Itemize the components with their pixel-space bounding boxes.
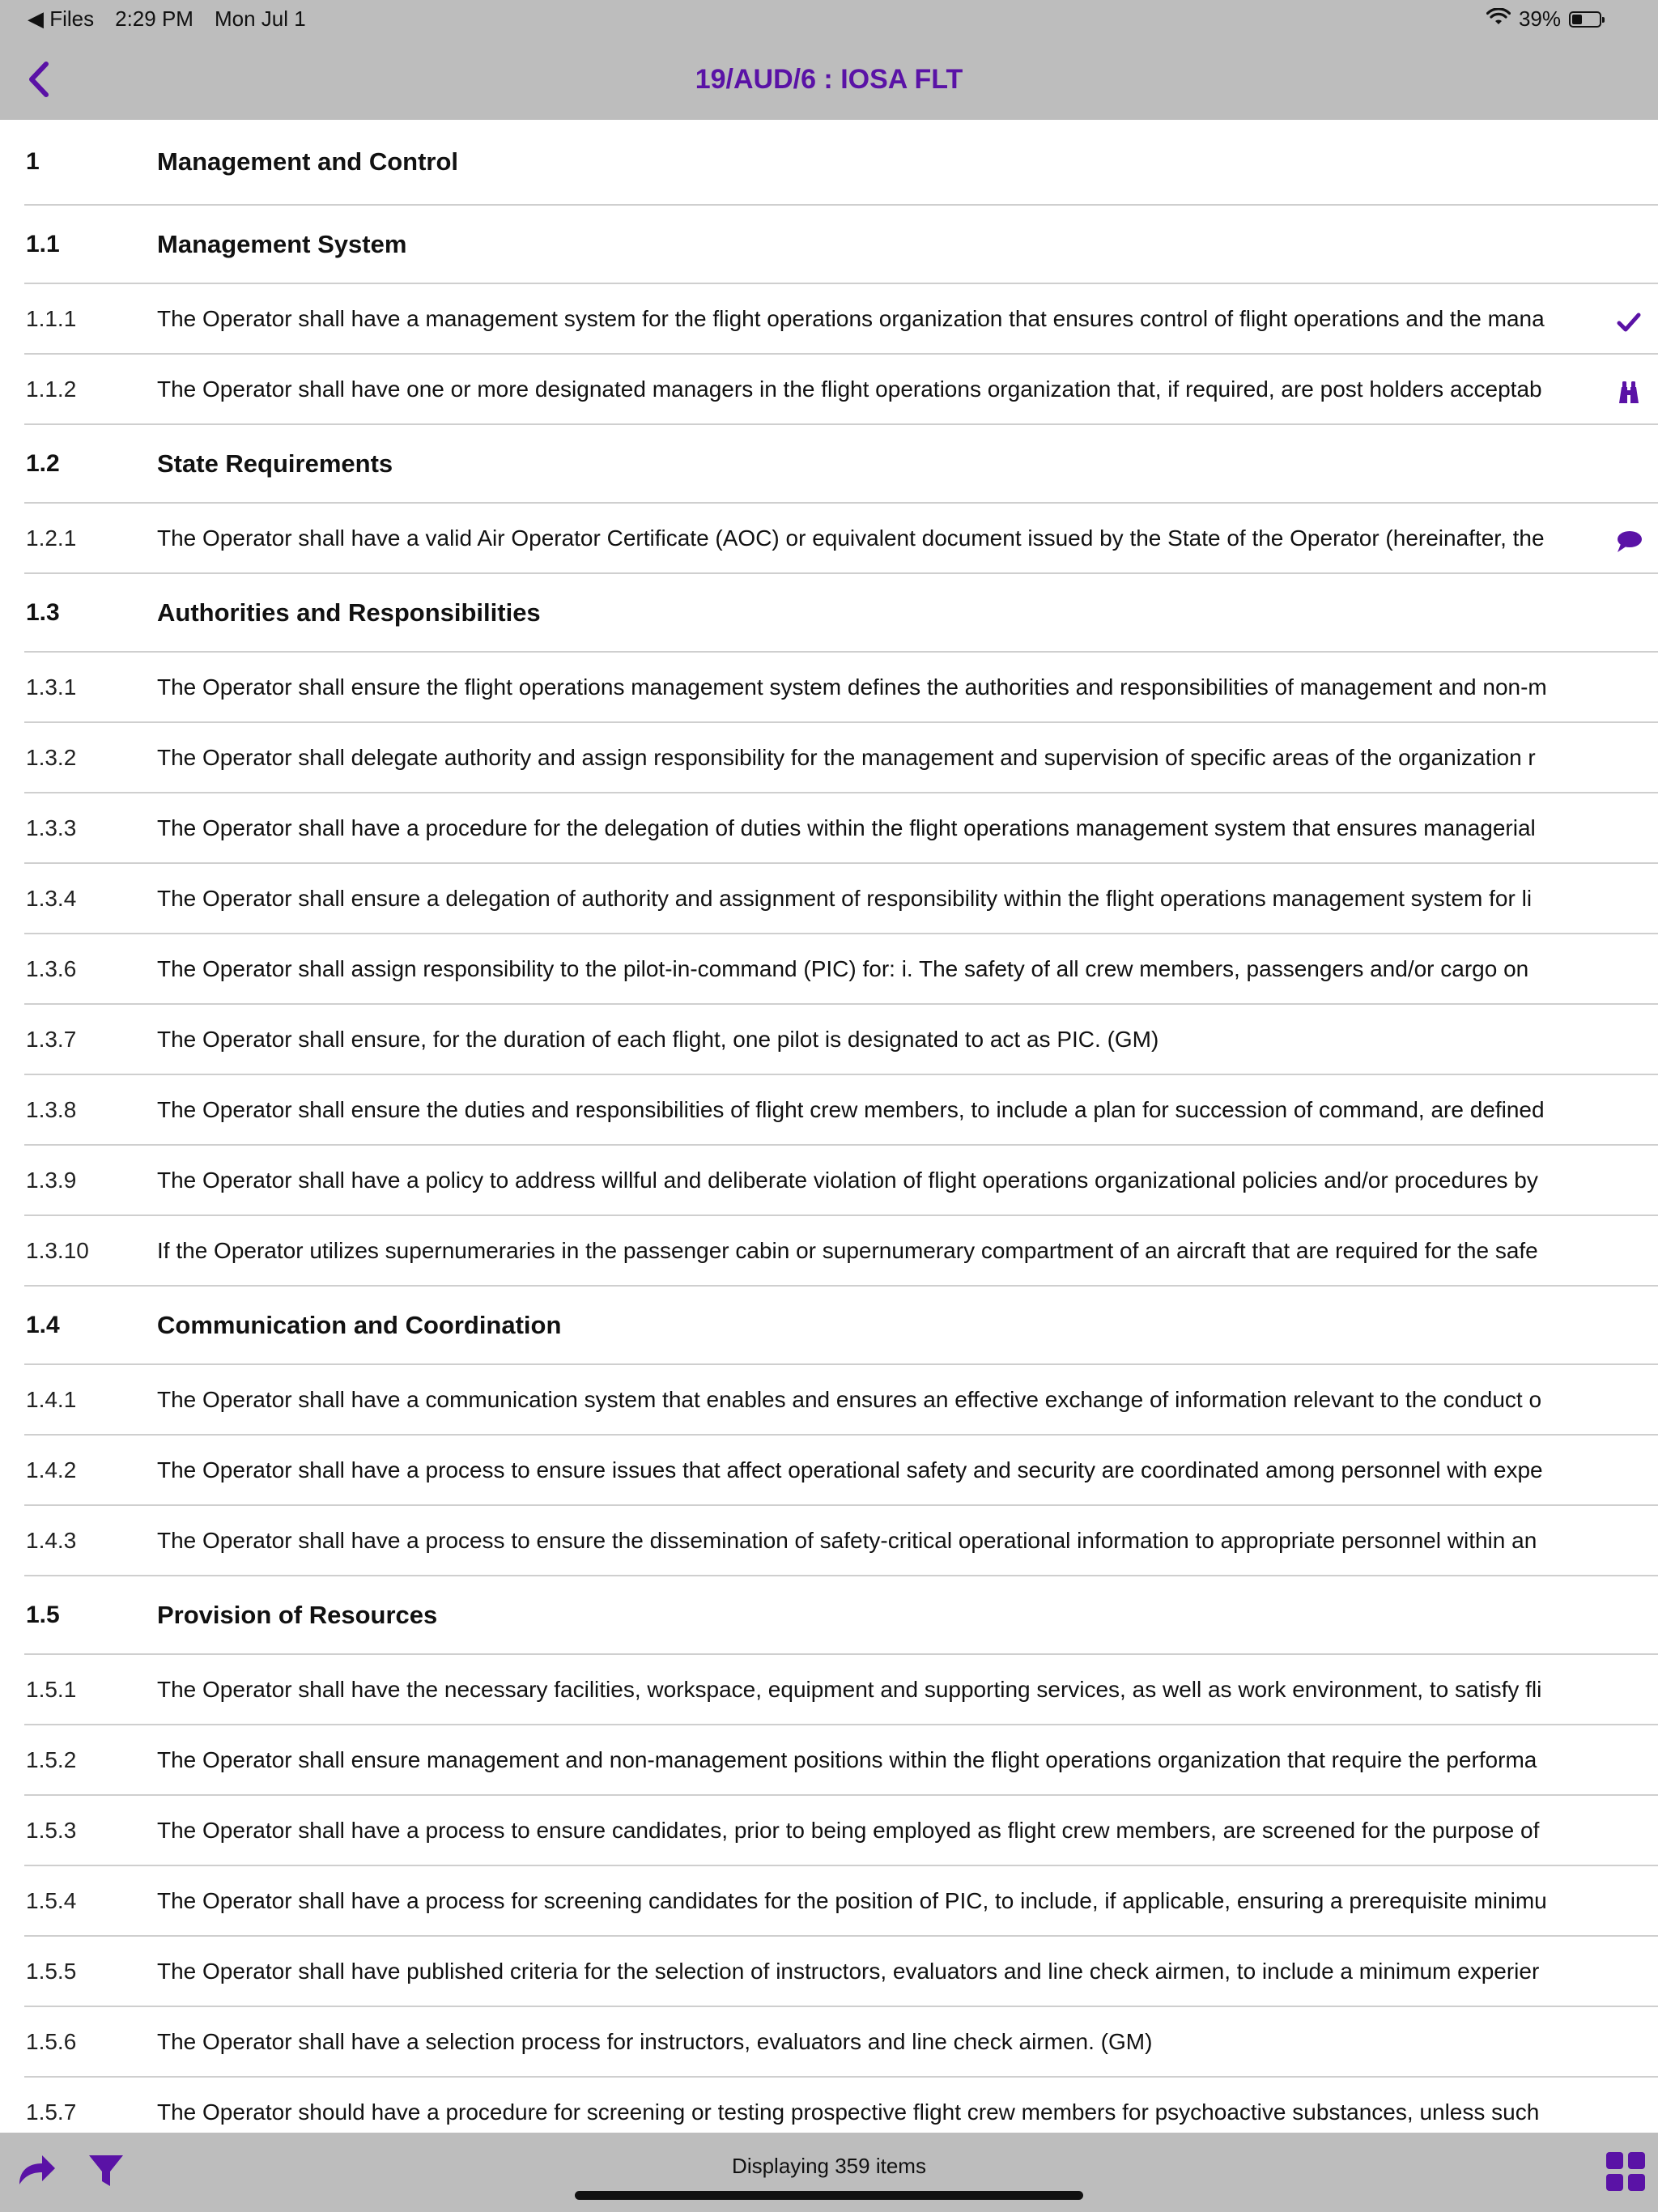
section-row[interactable] [24,1287,1658,1365]
status-left [28,6,306,32]
section-title: Communication and Coordination [157,1310,562,1339]
row-text: The Operator shall have a procedure for the delegation of duties within the flight operations management system that ensures managerial [157,815,1536,840]
row-number: 1.5.6 [26,2028,77,2054]
row-number: 1.3.3 [26,815,77,840]
wifi-icon [1486,6,1511,32]
section-title: Provision of Resources [157,1600,438,1629]
list-item[interactable] [24,723,1658,793]
row-text: The Operator shall have a process to ensure candidates, prior to being employed as flight crew members, are screened for the purpose of [157,1817,1540,1843]
checkmark-icon[interactable] [1613,306,1645,338]
row-number: 1.3.6 [26,955,77,981]
section-title: Management and Control [157,147,459,176]
row-text: If the Operator utilizes supernumeraries in the passenger cabin or supernumerary compartment of an aircraft that are required for the safe [157,1237,1538,1263]
row-number: 1.4.3 [26,1527,77,1553]
list-item[interactable] [24,1216,1658,1287]
list-item[interactable] [24,1937,1658,2007]
section-row[interactable] [24,425,1658,504]
row-text: The Operator shall have a process to ensure the dissemination of safety-critical operational information to appropriate personnel within an [157,1527,1537,1553]
list-item[interactable] [24,653,1658,723]
row-number: 1.3.2 [26,744,77,770]
row-number: 1.5.2 [26,1746,77,1772]
row-text: The Operator shall have published criteria for the selection of instructors, evaluators and line check airmen, to include a minimum experier [157,1958,1540,1984]
row-number: 1.5.5 [26,1958,77,1984]
row-number: 1.5.3 [26,1817,77,1843]
list-item[interactable] [24,2007,1658,2078]
requirements-list[interactable] [0,120,1658,2133]
grid-icon [1605,2150,1647,2193]
list-item[interactable] [24,1866,1658,1937]
section-row[interactable] [24,574,1658,653]
row-number: 1.1 [26,230,60,257]
row-number: 1.3.1 [26,674,77,700]
battery-icon [1569,11,1601,28]
row-text: The Operator shall have a process for screening candidates for the position of PIC, to include, if applicable, ensuring a prerequisite minimu [157,1887,1547,1913]
row-text: The Operator shall have the necessary facilities, workspace, equipment and supporting services, as well as work environment, to satisfy fli [157,1676,1542,1702]
section-row[interactable] [24,1576,1658,1655]
list-item[interactable] [24,2078,1658,2133]
row-number: 1.5.4 [26,1887,77,1913]
row-number: 1 [26,148,40,175]
list-item[interactable] [24,1146,1658,1216]
row-text: The Operator shall assign responsibility to the pilot-in-command (PIC) for: i. The safety of all crew members, passengers and/or cargo on [157,955,1529,981]
home-indicator[interactable] [575,2191,1083,2200]
battery-level-fill [1572,15,1582,24]
battery-percent: 39% [1518,6,1561,31]
row-text: The Operator shall have a management system for the flight operations organization that ensures control of flight operations and the mana [157,305,1545,331]
row-text: The Operator shall have a process to ensure issues that affect operational safety and security are coordinated among personnel with expe [157,1457,1543,1482]
list-item[interactable] [24,864,1658,934]
row-text: The Operator shall ensure the flight operations management system defines the authorities and responsibilities of management and non-m [157,674,1547,700]
section-title: Authorities and Responsibilities [157,598,541,627]
row-text: The Operator shall delegate authority and assign responsibility for the management and supervision of specific areas of the organization r [157,744,1536,770]
item-count: Displaying 359 items [732,2154,926,2178]
row-number: 1.1.1 [26,305,77,331]
row-text: The Operator shall ensure the duties and responsibilities of flight crew members, to include a plan for succession of command, are defined [157,1096,1545,1122]
binoculars-icon[interactable] [1613,376,1645,409]
row-text: The Operator should have a procedure for screening or testing prospective flight crew members for psychoactive substances, unless such [157,2099,1540,2125]
comment-icon[interactable] [1613,525,1645,558]
list-item[interactable] [24,1075,1658,1146]
section-row[interactable] [24,120,1658,206]
row-number: 1.4 [26,1311,60,1338]
section-title: Management System [157,229,407,258]
list-item[interactable] [24,1655,1658,1725]
row-number: 1.2 [26,449,60,477]
row-text: The Operator shall ensure management and non-management positions within the flight operations organization that require the performa [157,1746,1537,1772]
row-number: 1.3.7 [26,1026,77,1052]
row-number: 1.3.9 [26,1167,77,1193]
status-right [1486,6,1601,32]
list-item[interactable] [24,793,1658,864]
row-text: The Operator shall have a policy to address willful and deliberate violation of flight operations organizational policies and/or procedures by [157,1167,1538,1193]
status-date: Mon Jul 1 [214,6,306,31]
row-number: 1.5.1 [26,1676,77,1702]
section-row[interactable] [24,206,1658,284]
page-title: 19/AUD/6 : IOSA FLT [695,64,963,95]
row-text: The Operator shall have a valid Air Operator Certificate (AOC) or equivalent document issued by the State of the Operator (hereinafter, the [157,525,1545,551]
row-number: 1.3.8 [26,1096,77,1122]
row-number: 1.3.10 [26,1237,89,1263]
row-number: 1.5.7 [26,2099,77,2125]
row-number: 1.3 [26,598,60,626]
list-item[interactable] [24,1796,1658,1866]
row-number: 1.4.2 [26,1457,77,1482]
status-time: 2:29 PM [115,6,193,31]
list-item[interactable] [24,934,1658,1005]
list-item[interactable] [24,1725,1658,1796]
row-text: The Operator shall ensure, for the duration of each flight, one pilot is designated to act as PIC. (GM) [157,1026,1159,1052]
section-title: State Requirements [157,449,393,478]
row-text: The Operator shall have one or more designated managers in the flight operations organization that, if required, are post holders acceptab [157,376,1542,402]
grid-view-button[interactable] [1605,2150,1647,2193]
navigation-bar [0,39,1658,120]
row-number: 1.5 [26,1601,60,1628]
bottom-toolbar [0,2133,1658,2212]
row-number: 1.4.1 [26,1386,77,1412]
row-number: 1.3.4 [26,885,77,911]
list-item[interactable] [24,1436,1658,1506]
list-item[interactable] [24,504,1658,574]
row-text: The Operator shall ensure a delegation of authority and assignment of responsibility within the flight operations management system for li [157,885,1533,911]
row-number: 1.1.2 [26,376,77,402]
list-item[interactable] [24,1506,1658,1576]
list-item[interactable] [24,355,1658,425]
row-text: The Operator shall have a selection process for instructors, evaluators and line check airmen. (GM) [157,2028,1153,2054]
row-text: The Operator shall have a communication system that enables and ensures an effective exchange of information relevant to the conduct o [157,1386,1542,1412]
list-item[interactable] [24,1005,1658,1075]
row-number: 1.2.1 [26,525,77,551]
back-to-files-link[interactable]: ◀ Files [28,6,95,31]
list-item[interactable] [24,284,1658,355]
list-item[interactable] [24,1365,1658,1436]
status-bar [0,0,1658,39]
